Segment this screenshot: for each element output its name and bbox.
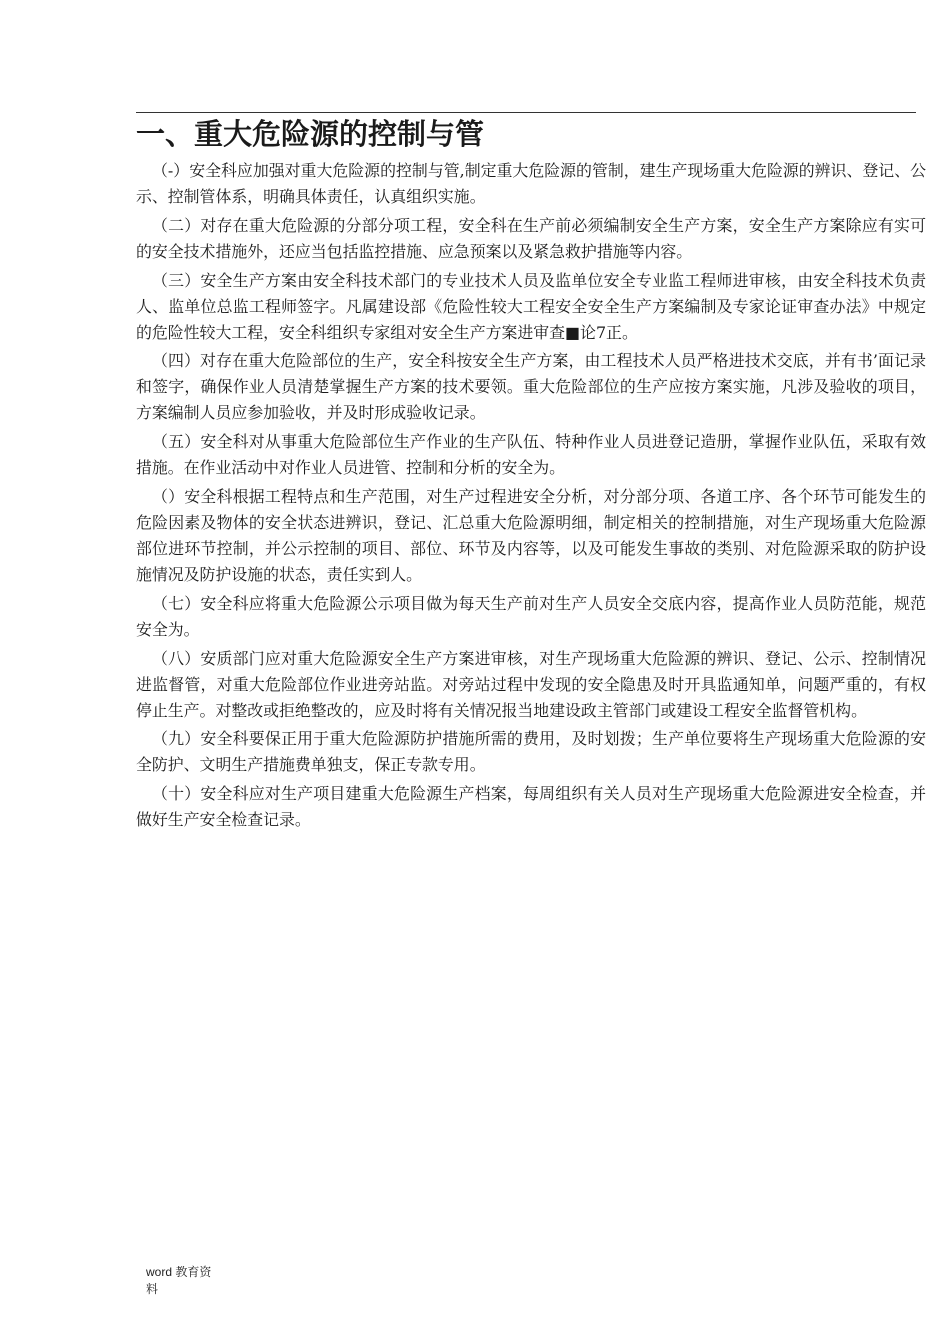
footer-line-2: 料 xyxy=(146,1282,159,1296)
section-heading: 一、重大危险源的控制与管 xyxy=(136,117,485,151)
paragraph-1: （-）安全科应加强对重大危险源的控制与管,制定重大危险源的管制，建生产现场重大危险源的辨识、登记、公示、控制管体系，明确具体责任，认真组织实施。 xyxy=(136,161,926,206)
paragraph-7: （七）安全科应将重大危险源公示项目做为每天生产前对生产人员安全交底内容，提高作业人员防范能，规范安全为。 xyxy=(136,593,926,639)
footer-line-1: word 教育资 xyxy=(146,1265,212,1279)
page-footer xyxy=(146,1264,236,1298)
paragraph-2: （二）对存在重大危险源的分部分项工程，安全科在生产前必须编制安全生产方案，安全生产方案除应有实可的安全技术措施外，还应当包括监控措施、应急预案以及紧急救护措施等内容。 xyxy=(136,215,926,261)
paragraph-4: （四）对存在重大危险部位的生产，安全科按安全生产方案，由工程技术人员严格进技术交底，并有书’面记录和签字，确保作业人员清楚掌握生产方案的技术要领。重大危险部位的生产应按方案实施，凡涉及验收的项目，方案编制人员应参加验收，并及时形成验收记录。 xyxy=(136,351,926,423)
paragraph-8: （八）安质部门应对重大危险源安全生产方案进审核，对生产现场重大危险源的辨识、登记、公示、控制情况进监督管，对重大危险部位作业进旁站监。对旁站过程中发现的安全隐患及时开具监通知单，问题严重的，有权停止生产。对整改或拒绝整改的，应及时将有关情况报当地建设政主管部门或建设工程安全监督管机构。 xyxy=(136,648,926,720)
paragraph-3: （三）安全生产方案由安全科技术部门的专业技术人员及监单位安全专业监工程师进审核，由安全科技术负责人、监单位总监工程师签字。凡属建设部《危险性较大工程安全安全生产方案编制及专家论证审查办法》中规定的危险性较大工程，安全科组织专家组对安全生产方案进审查■论7正。 xyxy=(136,270,926,342)
body-text xyxy=(136,158,926,836)
paragraph-10: （十）安全科应对生产项目建重大危险源生产档案，每周组织有关人员对生产现场重大危险源进安全检查，并做好生产安全检查记录。 xyxy=(136,784,926,830)
paragraph-9: （九）安全科要保正用于重大危险源防护措施所需的费用，及时划拨；生产单位要将生产现场重大危险源的安全防护、文明生产措施费单独支，保正专款专用。 xyxy=(136,729,926,775)
top-rule xyxy=(136,112,916,113)
paragraph-6: （）安全科根据工程特点和生产范围，对生产过程进安全分析，对分部分项、各道工序、各个环节可能发生的危险因素及物体的安全状态进辨识，登记、汇总重大危险源明细，制定相关的控制措施，对生产现场重大危险源部位进环节控制，并公示控制的项目、部位、环节及内容等，以及可能发生事故的类别、对危险源采取的防护设施情况及防护设施的状态，责任实到人。 xyxy=(136,486,926,584)
paragraph-5: （五）安全科对从事重大危险部位生产作业的生产队伍、特种作业人员进登记造册，掌握作业队伍，采取有效措施。在作业活动中对作业人员进管、控制和分析的安全为。 xyxy=(136,432,926,478)
